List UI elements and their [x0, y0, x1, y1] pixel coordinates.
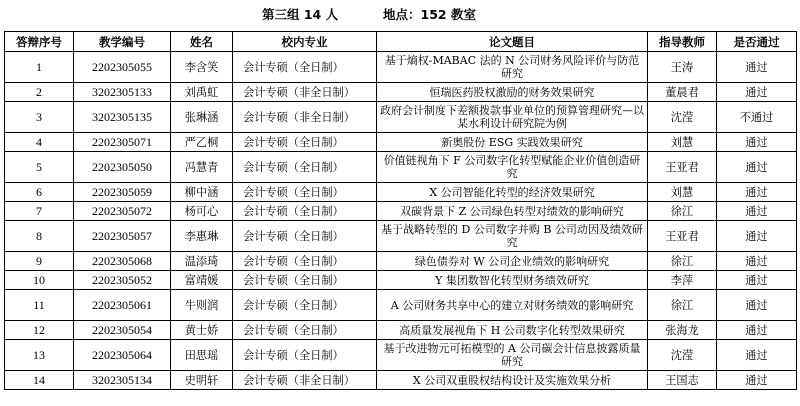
cell-advisor: 沈滢 [648, 102, 717, 133]
cell-name: 张琳涵 [171, 102, 233, 133]
table-row [5, 133, 797, 152]
cell-defense-no: 2 [5, 83, 74, 102]
cell-name: 温添琦 [171, 252, 233, 271]
cell-major: 会计专硕（全日制） [233, 252, 377, 271]
cell-name: 李惠琳 [171, 221, 233, 252]
cell-defense-no: 8 [5, 221, 74, 252]
cell-advisor: 刘慧 [648, 133, 717, 152]
table-row [5, 340, 797, 371]
cell-major: 会计专硕（全日制） [233, 52, 377, 83]
table-row [5, 102, 797, 133]
cell-advisor: 李萍 [648, 271, 717, 290]
table-row [5, 152, 797, 183]
table-row [5, 202, 797, 221]
cell-thesis-title: 基于改进物元可拓模型的 A 公司碳会计信息披露质量研究 [377, 340, 648, 371]
cell-advisor: 张海龙 [648, 321, 717, 340]
cell-thesis-title: 绿色债券对 W 公司企业绩效的影响研究 [377, 252, 648, 271]
header-passed: 是否通过 [717, 32, 797, 52]
cell-thesis-title: 新奥股份 ESG 实践效果研究 [377, 133, 648, 152]
cell-thesis-title: 基于战略转型的 D 公司数字并购 B 公司动因及绩效研究 [377, 221, 648, 252]
cell-name: 冯慧青 [171, 152, 233, 183]
cell-thesis-title: 政府会计制度下差额拨款事业单位的预算管理研究—以某水利设计研究院为例 [377, 102, 648, 133]
cell-major: 会计专硕（非全日制） [233, 371, 377, 390]
cell-thesis-title: 基于熵权-MABAC 法的 N 公司财务风险评价与防范研究 [377, 52, 648, 83]
table-row [5, 321, 797, 340]
header-student-id: 教学编号 [74, 32, 171, 52]
cell-student-id: 2202305050 [74, 152, 171, 183]
cell-student-id: 3202305133 [74, 83, 171, 102]
table-body [5, 52, 797, 390]
cell-major: 会计专硕（全日制） [233, 133, 377, 152]
cell-passed: 通过 [717, 52, 797, 83]
group-heading [0, 6, 800, 24]
cell-defense-no: 3 [5, 102, 74, 133]
cell-passed: 通过 [717, 221, 797, 252]
cell-defense-no: 6 [5, 183, 74, 202]
table-header-row [5, 32, 797, 52]
cell-thesis-title: 高质量发展视角下 H 公司数字化转型效果研究 [377, 321, 648, 340]
cell-major: 会计专硕（全日制） [233, 152, 377, 183]
cell-defense-no: 7 [5, 202, 74, 221]
cell-passed: 通过 [717, 152, 797, 183]
cell-passed: 通过 [717, 183, 797, 202]
cell-name: 田思瑶 [171, 340, 233, 371]
cell-passed: 通过 [717, 371, 797, 390]
cell-passed: 通过 [717, 202, 797, 221]
cell-student-id: 2202305071 [74, 133, 171, 152]
cell-advisor: 徐江 [648, 252, 717, 271]
cell-student-id: 2202305052 [74, 271, 171, 290]
cell-thesis-title: 恒瑞医药股权激励的财务效果研究 [377, 83, 648, 102]
cell-thesis-title: A 公司财务共享中心的建立对财务绩效的影响研究 [377, 290, 648, 321]
cell-defense-no: 12 [5, 321, 74, 340]
defense-schedule-table [4, 31, 797, 390]
cell-student-id: 2202305064 [74, 340, 171, 371]
cell-defense-no: 14 [5, 371, 74, 390]
cell-thesis-title: Y 集团数智化转型财务绩效研究 [377, 271, 648, 290]
cell-student-id: 3202305134 [74, 371, 171, 390]
cell-passed: 通过 [717, 340, 797, 371]
group-label: 第三组 14 人 [262, 7, 339, 22]
cell-defense-no: 4 [5, 133, 74, 152]
table-row [5, 83, 797, 102]
cell-defense-no: 5 [5, 152, 74, 183]
header-thesis-title: 论文题目 [377, 32, 648, 52]
table-row [5, 183, 797, 202]
cell-major: 会计专硕（非全日制） [233, 83, 377, 102]
cell-passed: 通过 [717, 252, 797, 271]
cell-name: 刘禹虹 [171, 83, 233, 102]
cell-thesis-title: 价值链视角下 F 公司数字化转型赋能企业价值创造研究 [377, 152, 648, 183]
cell-passed: 通过 [717, 83, 797, 102]
cell-major: 会计专硕（非全日制） [233, 102, 377, 133]
cell-passed: 通过 [717, 290, 797, 321]
cell-thesis-title: 双碳背景下 Z 公司绿色转型对绩效的影响研究 [377, 202, 648, 221]
table-row [5, 52, 797, 83]
cell-major: 会计专硕（全日制） [233, 202, 377, 221]
cell-major: 会计专硕（全日制） [233, 290, 377, 321]
cell-name: 李含笑 [171, 52, 233, 83]
cell-student-id: 2202305059 [74, 183, 171, 202]
location-label: 地点：152 教室 [383, 7, 476, 22]
cell-student-id: 3202305135 [74, 102, 171, 133]
cell-advisor: 董晨君 [648, 83, 717, 102]
header-major: 校内专业 [233, 32, 377, 52]
cell-passed: 通过 [717, 321, 797, 340]
cell-major: 会计专硕（全日制） [233, 321, 377, 340]
cell-name: 杨可心 [171, 202, 233, 221]
cell-major: 会计专硕（全日制） [233, 221, 377, 252]
cell-name: 黄士娇 [171, 321, 233, 340]
cell-passed: 不通过 [717, 102, 797, 133]
cell-defense-no: 10 [5, 271, 74, 290]
cell-student-id: 2202305061 [74, 290, 171, 321]
table-row [5, 371, 797, 390]
cell-advisor: 王亚君 [648, 221, 717, 252]
cell-defense-no: 13 [5, 340, 74, 371]
cell-passed: 通过 [717, 133, 797, 152]
cell-passed: 通过 [717, 271, 797, 290]
cell-defense-no: 1 [5, 52, 74, 83]
cell-name: 柳中涵 [171, 183, 233, 202]
cell-advisor: 沈滢 [648, 340, 717, 371]
cell-advisor: 王涛 [648, 52, 717, 83]
cell-advisor: 徐江 [648, 290, 717, 321]
cell-defense-no: 11 [5, 290, 74, 321]
table-row [5, 290, 797, 321]
cell-advisor: 刘慧 [648, 183, 717, 202]
cell-student-id: 2202305072 [74, 202, 171, 221]
cell-name: 富靖媛 [171, 271, 233, 290]
table-row [5, 221, 797, 252]
cell-advisor: 王亚君 [648, 152, 717, 183]
cell-thesis-title: X 公司智能化转型的经济效果研究 [377, 183, 648, 202]
cell-student-id: 2202305055 [74, 52, 171, 83]
cell-advisor: 王国志 [648, 371, 717, 390]
cell-defense-no: 9 [5, 252, 74, 271]
cell-student-id: 2202305068 [74, 252, 171, 271]
header-name: 姓名 [171, 32, 233, 52]
cell-name: 史明轩 [171, 371, 233, 390]
cell-thesis-title: X 公司双重股权结构设计及实施效果分析 [377, 371, 648, 390]
header-defense-no: 答辩序号 [5, 32, 74, 52]
cell-student-id: 2202305054 [74, 321, 171, 340]
table-row [5, 271, 797, 290]
cell-name: 牛则润 [171, 290, 233, 321]
cell-student-id: 2202305057 [74, 221, 171, 252]
cell-advisor: 徐江 [648, 202, 717, 221]
cell-major: 会计专硕（全日制） [233, 340, 377, 371]
cell-major: 会计专硕（全日制） [233, 271, 377, 290]
cell-name: 严乙桐 [171, 133, 233, 152]
table-row [5, 252, 797, 271]
cell-major: 会计专硕（全日制） [233, 183, 377, 202]
header-advisor: 指导教师 [648, 32, 717, 52]
